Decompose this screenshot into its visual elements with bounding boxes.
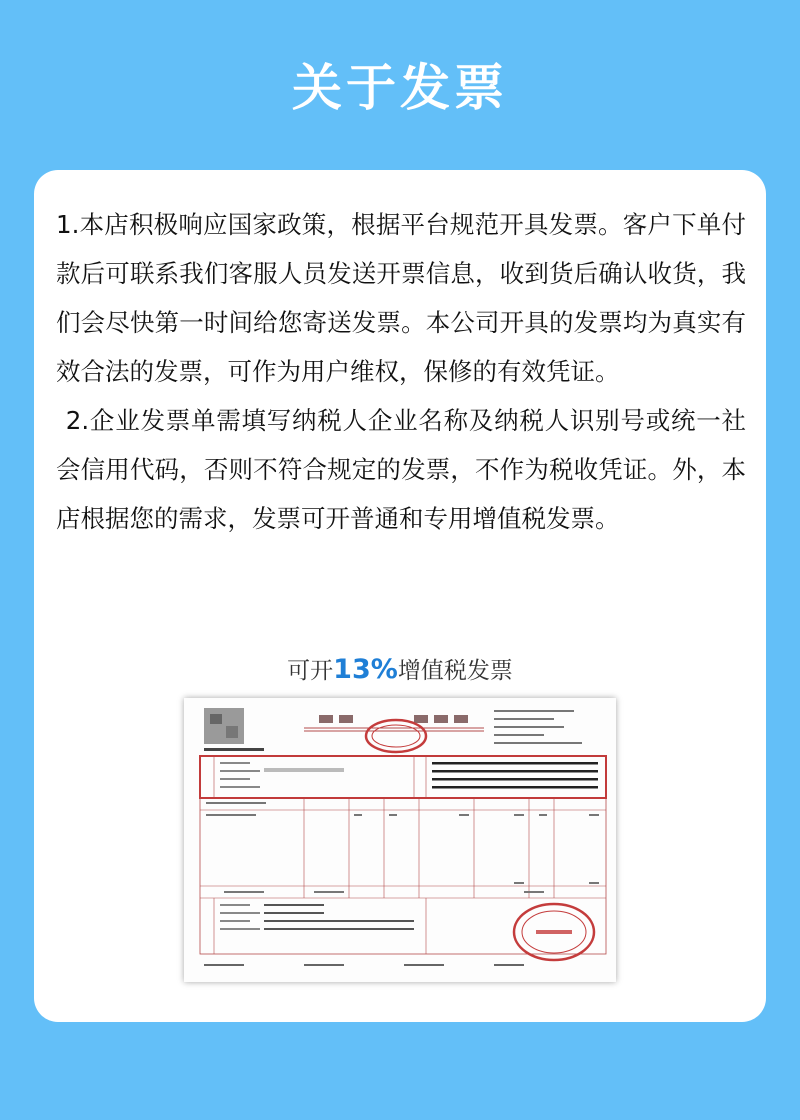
page-title: 关于发票	[292, 59, 508, 117]
invoice-notice	[56, 200, 746, 543]
caption-suffix: 增值税发票	[397, 658, 513, 684]
invoice-caption	[34, 652, 766, 689]
caption-percent: 13%	[333, 654, 398, 685]
content-card	[34, 170, 766, 1022]
invoice-illustration	[184, 698, 616, 982]
caption-prefix: 可开	[287, 658, 334, 684]
notice-paragraph-1: 1.本店积极响应国家政策，根据平台规范开具发票。客户下单付款后可联系我们客服人员发送开票信息，收到货后确认收货，我们会尽快第一时间给您寄送发票。本公司开具的发票均为真实有效合法的发票，可作为用户维权，保修的有效凭证。	[56, 210, 746, 386]
notice-paragraph-2: 2.企业发票单需填写纳税人企业名称及纳税人识别号或统一社会信用代码，否则不符合规定的发票，不作为税收凭证。外，本店根据您的需求，发票可开普通和专用增值税发票。	[56, 406, 746, 533]
invoice-sample-image	[184, 698, 616, 982]
